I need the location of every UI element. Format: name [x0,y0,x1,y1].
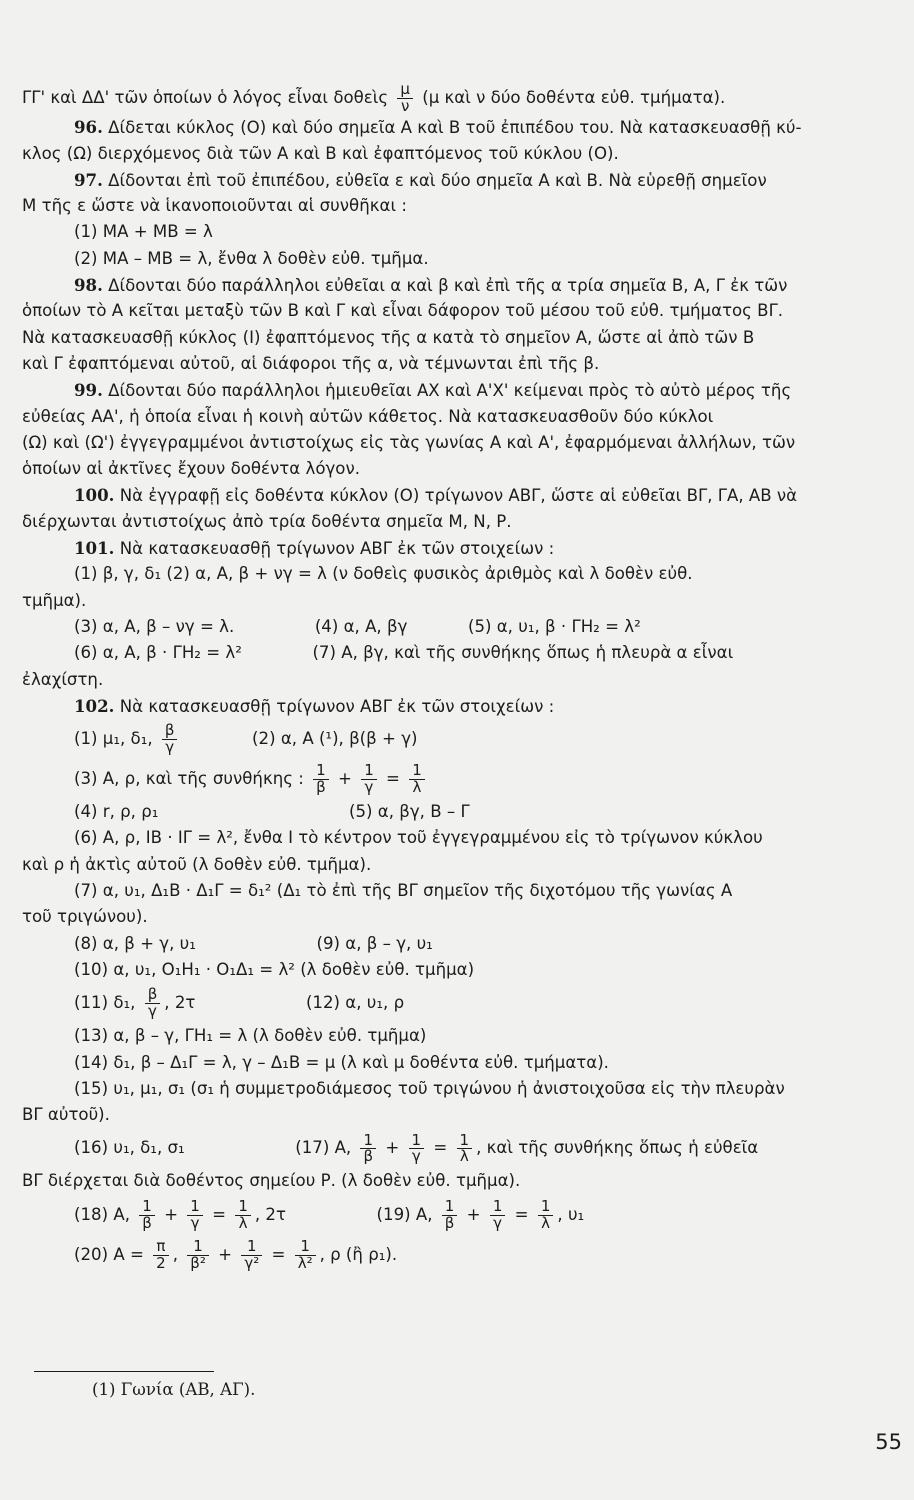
problem-number: 101. [74,538,115,559]
text-line [22,1076,894,1102]
text-span: κλος (Ω) διερχόμενος διὰ τῶν Α καὶ Β καὶ ἐφαπτόμενος τοῦ κύκλου (Ο). [22,143,619,163]
operator: + [385,1138,400,1158]
fraction [457,1130,473,1166]
fraction [241,1236,262,1272]
text-span: τοῦ τριγώνου). [22,907,148,927]
text-span: (13) α, β – γ, ΓΗ₁ = λ (λ δοθὲν εὐθ. τμῆμα) [74,1026,427,1046]
text-line [22,588,894,614]
text-span: (12) α, υ₁, ρ [305,993,405,1013]
text-span: ΓΓ' καὶ ΔΔ' τῶν ὁποίων ὁ λόγος εἶναι δοθεὶς [22,87,389,107]
text-span: (6) Α, ρ, ΙΒ · ΙΓ = λ², ἔνθα Ι τὸ κέντρον τοῦ ἐγγεγραμμένου εἰς τὸ τρίγωνον κύκλου [74,828,763,848]
problem-100 [22,482,894,508]
text-line [22,351,894,377]
fraction [313,763,329,796]
problem-98 [22,272,894,298]
text-line [22,80,894,115]
fraction [360,1130,376,1166]
denominator: γ [411,1147,421,1166]
text-line [22,719,894,759]
text-span: Δίδεται κύκλος (Ο) καὶ δύο σημεῖα Α καὶ Β τοῦ ἐπιπέδου του. Νὰ κατασκευασθῇ κύ- [108,118,802,138]
denominator: γ² [244,1253,260,1272]
page-number: 55 [875,1430,902,1454]
footnote-rule [34,1371,214,1372]
fraction [295,1236,316,1272]
fraction [162,723,178,756]
fraction [490,1196,506,1232]
text-span: (17) Α, [295,1138,352,1158]
text-line [22,430,894,456]
operator: + [164,1204,179,1224]
text-span: καὶ Γ ἐφαπτόμεναι αὐτοῦ, αἱ διάφοροι τῆς α, νὰ τέμνωνται ἐπὶ τῆς β. [22,353,600,373]
text-line [22,141,894,167]
text-span: Νὰ κατασκευασθῇ τρίγωνον ΑΒΓ ἐκ τῶν στοιχείων : [119,696,555,716]
text-span: (11) δ₁, [74,993,136,1013]
text-span: Νὰ κατασκευασθῇ τρίγωνον ΑΒΓ ἐκ τῶν στοιχείων : [119,539,555,559]
text-line [22,640,894,666]
text-span: Νὰ ἐγγραφῇ εἰς δοθέντα κύκλον (Ο) τρίγωνον ΑΒΓ, ὥστε αἱ εὐθεῖαι ΒΓ, ΓΑ, ΑΒ νὰ [119,486,798,506]
operator: = [433,1138,448,1158]
text-line [22,614,894,640]
text-span: (15) υ₁, μ₁, σ₁ (σ₁ ἡ συμμετροδιάμεσος τοῦ τριγώνου ἡ ἀνιστοιχοῦσα εἰς τὴν πλευρὰν [74,1078,785,1098]
text-span: (Ω) καὶ (Ω') ἐγγεγραμμένοι ἀντιστοίχως εἰς τὰς γωνίας Α καὶ Α', ἐφαρμόμεναι ἀλλήλων, τῶν [22,432,796,452]
problem-102 [22,693,894,719]
denominator: γ [364,778,374,797]
text-span: (1) β, γ, δ₁ (2) α, Α, β + νγ = λ (ν δοθεὶς φυσικὸς ἀριθμὸς καὶ λ δοθὲν εὐθ. [74,564,693,584]
text-line [22,799,894,825]
numerator: 1 [241,1239,262,1256]
denominator: γ [190,1213,200,1232]
text-line [22,246,894,272]
text-span: (8) α, β + γ, υ₁ [74,933,196,953]
text-line [22,759,894,799]
denominator: γ [493,1213,503,1232]
fraction [397,82,413,115]
footnote: (1) Γωνία (ΑΒ, ΑΓ). [92,1380,256,1399]
text-span: καὶ ρ ἡ ἀκτὶς αὐτοῦ (λ δοθὲν εὐθ. τμῆμα). [22,854,372,874]
denominator: γ [148,1002,157,1021]
denominator: λ² [297,1253,313,1272]
text-span: Δίδονται δύο παράλληλοι εὐθεῖαι α καὶ β καὶ ἐπὶ τῆς α τρία σημεῖα Β, Α, Γ ἐκ τῶν [108,276,788,296]
numerator: 1 [409,763,425,780]
text-line: (20) Α = $\frac{\pi}{2}$ , $\frac{1}{\text{β²}}$ + $\frac{1}{\text{γ²}}$ = $\frac{1}{\text{λ²}}$ , ρ (ἢ ρ₁). [74,1236,398,1272]
text-span: (10) α, υ₁, Ο₁Η₁ · Ο₁Δ₁ = λ² (λ δοθὲν εὐθ. τμῆμα) [74,959,475,979]
text-line [22,456,894,482]
text-line [22,219,894,245]
text-span: (2) α, Α (¹), β(β + γ) [252,729,418,749]
denominator: ν [400,96,410,115]
problem-97 [22,167,894,193]
fraction [442,1196,458,1232]
text-line [22,509,894,535]
text-span: (4) r, ρ, ρ₁ [74,802,159,822]
operator: + [338,769,352,789]
text-span: ὁποίων τὸ Α κεῖται μεταξὺ τῶν Β καὶ Γ καὶ εἶναι δάφορον τοῦ μέσου τοῦ εὐθ. τμήματος ΒΓ. [22,301,784,321]
text-span: Δίδονται δύο παράλληλοι ἡμιευθεῖαι ΑΧ καὶ Α'Χ' κείμεναι πρὸς τὸ αὐτὸ μέρος τῆς [108,381,792,401]
text-line [22,193,894,219]
text-span: (9) α, β – γ, υ₁ [316,933,433,953]
text-span: (18) Α, [74,1204,130,1224]
text-span: εὐθείας ΑΑ', ἡ ὁποία εἶναι ἡ κοινὴ αὐτῶν κάθετος. Νὰ κατασκευασθοῦν δύο κύκλοι [22,406,714,426]
text-span: (1) μ₁, δ₁, [74,729,153,749]
text-span: (7) Α, βγ, καὶ τῆς συνθήκης ὅπως ἡ πλευρὰ α εἶναι [312,643,734,663]
text-line [22,1168,894,1194]
text-span: ἐλαχίστη. [22,669,104,689]
text-span: ΒΓ διέρχεται διὰ δοθέντος σημείου Ρ. (λ δοθὲν εὐθ. τμῆμα). [22,1171,521,1191]
text-line [22,983,894,1023]
operator: + [218,1244,233,1264]
text-line [22,561,894,587]
text-span: (3) Α, ρ, καὶ τῆς συνθήκης : [74,769,304,789]
fraction [139,1196,155,1232]
text-line [22,667,894,693]
numerator: 1 [139,1199,155,1216]
denominator: β [363,1147,374,1166]
text-span: (1) ΜΑ + ΜΒ = λ [74,222,213,242]
numerator: π [153,1239,169,1256]
text-line [22,825,894,851]
operator: = [514,1204,529,1224]
denominator: λ [541,1213,551,1232]
operator: = [386,769,400,789]
fraction [145,987,161,1020]
numerator: 1 [235,1199,251,1216]
numerator: 1 [457,1133,473,1150]
problem-number: 97. [74,169,103,190]
text-span: , καὶ τῆς συνθήκης ὅπως ἡ εὐθεῖα [476,1138,759,1158]
text-span: (3) α, Α, β – νγ = λ. [74,616,235,636]
denominator: λ [412,778,422,797]
numerator: 1 [409,1133,425,1150]
numerator: 1 [187,1239,209,1256]
text-span: ΒΓ αὐτοῦ). [22,1105,110,1125]
numerator: μ [397,82,413,99]
denominator: 2 [156,1253,166,1272]
problem-number: 96. [74,117,103,138]
numerator: 1 [313,763,329,780]
numerator: 1 [295,1239,316,1256]
text-line [22,325,894,351]
numerator: β [145,987,161,1004]
denominator: β [444,1213,455,1232]
text-line [22,1102,894,1128]
denominator: λ [459,1147,469,1166]
text-span: (5) α, βγ, Β – Γ [348,802,470,822]
numerator: β [162,723,178,740]
text-line [22,404,894,430]
text-span: (14) δ₁, β – Δ₁Γ = λ, γ – Δ₁Β = μ (λ καὶ μ δοθέντα εὐθ. τμήματα). [74,1052,609,1072]
text-span: Μ τῆς ε ὥστε νὰ ἱκανοποιοῦνται αἱ συνθῆκαι : [22,196,407,216]
denominator: β² [190,1253,206,1272]
text-span: Νὰ κατασκευασθῇ κύκλος (Ι) ἐφαπτόμενος τῆς α κατὰ τὸ σημεῖον Α, ὥστε αἱ ἀπὸ τῶν Β [22,327,755,347]
problem-99 [22,377,894,403]
text-line [22,298,894,324]
text-line [22,904,894,930]
operator: = [212,1204,227,1224]
problem-number: 99. [74,380,103,401]
denominator: β [142,1213,152,1232]
text-span: , 2τ [164,993,196,1013]
text-span: (6) α, Α, β · ΓΗ₂ = λ² [74,643,242,663]
text-line [22,931,894,957]
denominator: γ [165,738,175,757]
text-span: , ρ (ἢ ρ₁). [319,1244,398,1264]
text-span: τμῆμα). [22,590,87,610]
text-span: (7) α, υ₁, Δ₁Β · Δ₁Γ = δ₁² (Δ₁ τὸ ἐπὶ τῆς ΒΓ σημεῖον τῆς διχοτόμου τῆς γωνίας Α [74,881,733,901]
text-span: , υ₁ [557,1204,585,1224]
text-span: (19) Α, [376,1204,433,1224]
numerator: 1 [361,763,377,780]
text-line [22,1023,894,1049]
text-line [22,878,894,904]
fraction [187,1236,209,1272]
fraction [538,1196,554,1232]
denominator: λ [238,1213,248,1232]
numerator: 1 [187,1199,203,1216]
operator: + [466,1204,481,1224]
text-span: (4) α, Α, βγ [314,616,408,636]
text-span: ὁποίων αἱ ἀκτῖνες ἔχουν δοθέντα λόγον. [22,459,360,479]
operator: = [271,1244,286,1264]
fraction [409,1130,425,1166]
text-span: , 2τ [254,1204,286,1224]
text-span: Δίδονται ἐπὶ τοῦ ἐπιπέδου, εὐθεῖα ε καὶ δύο σημεῖα Α καὶ Β. Νὰ εὑρεθῇ σημεῖον [108,170,767,190]
body-text [22,82,894,1275]
text-line [22,1195,894,1235]
fraction [153,1236,169,1272]
fraction [187,1196,203,1232]
text-span: (16) υ₁, δ₁, σ₁ [74,1138,185,1158]
numerator: 1 [490,1199,506,1216]
denominator: β [316,778,326,797]
problem-101 [22,535,894,561]
text-span: (5) α, υ₁, β · ΓΗ₂ = λ² [467,616,641,636]
text-span: (μ καὶ ν δύο δοθέντα εὐθ. τμήματα). [422,87,726,107]
text-span: (20) Α = [74,1244,144,1264]
text-span: διέρχωνται ἀντιστοίχως ἀπὸ τρία δοθέντα σημεῖα Μ, Ν, Ρ. [22,511,512,531]
numerator: 1 [360,1133,376,1150]
problem-number: 100. [74,485,115,506]
text-line [22,1128,894,1168]
text-line [22,852,894,878]
text-span: (2) ΜΑ – ΜΒ = λ, ἔνθα λ δοθὲν εὐθ. τμῆμα. [74,248,429,268]
fraction [235,1196,251,1232]
text-line [22,957,894,983]
numerator: 1 [538,1199,554,1216]
numerator: 1 [442,1199,458,1216]
problem-96 [22,114,894,140]
text-line [22,1050,894,1076]
problem-number: 102. [74,695,115,716]
fraction [361,763,377,796]
fraction [409,763,425,796]
problem-number: 98. [74,275,103,296]
